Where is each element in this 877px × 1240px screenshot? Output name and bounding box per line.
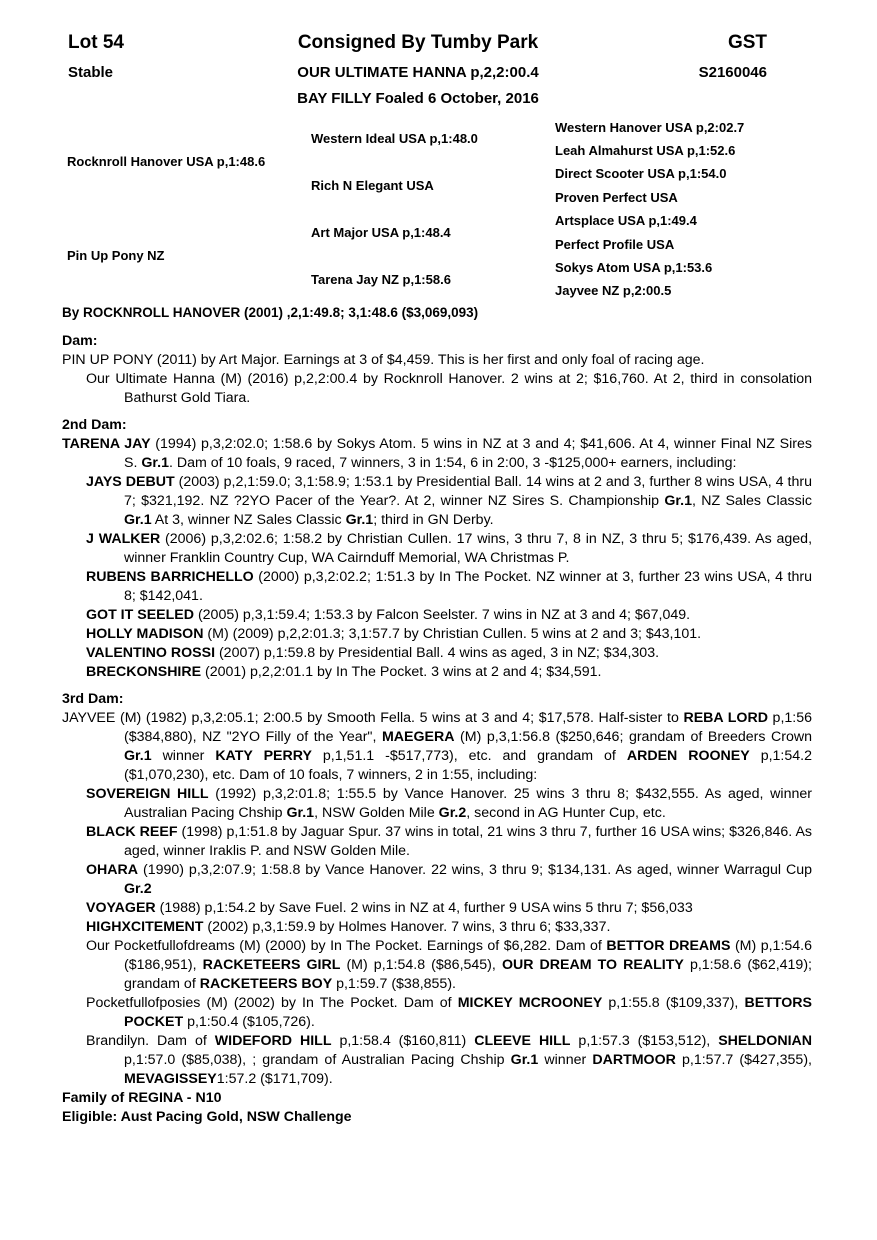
progeny-entry: SOVEREIGN HILL (1992) p,3,2:01.8; 1:55.5 by Vance Hanover. 25 wins 3 thru 8; $432,555. As aged, winner Australian Pacing Chship Gr.1, NSW Golden Mile Gr.2, second in AG Hunter Cup, etc. <box>86 786 812 821</box>
dam-entry: PIN UP PONY (2011) by Art Major. Earnings at 3 of $4,459. This is her first and only foal of racing age. <box>62 352 705 368</box>
pedigree-gen2: Tarena Jay NZ p,1:58.6 <box>311 272 451 287</box>
pedigree-gen3: Sokys Atom USA p,1:53.6 <box>555 260 713 275</box>
progeny-entry: HOLLY MADISON (M) (2009) p,2,2:01.3; 3,1:57.7 by Christian Cullen. 5 wins at 2 and 3; $43,101. <box>86 626 702 642</box>
pedigree-gen2: Rich N Elegant USA <box>311 178 434 193</box>
lot-number: Lot 54 <box>68 32 124 53</box>
eligibility-line: Eligible: Aust Pacing Gold, NSW Challenge <box>62 1109 352 1125</box>
horse-name-bold: VOYAGER <box>86 900 156 916</box>
progeny-entry: OHARA (1990) p,3,2:07.9; 1:58.8 by Vance Hanover. 22 wins, 3 thru 9; $134,131. As aged, winner Warragul Cup Gr.2 <box>86 862 812 897</box>
progeny-entry: GOT IT SEELED (2005) p,3,1:59.4; 1:53.3 by Falcon Seelster. 7 wins in NZ at 3 and 4; $67,049. <box>86 607 691 623</box>
pedigree-gen3: Perfect Profile USA <box>555 237 675 252</box>
horse-name-bold: BLACK REEF <box>86 824 178 840</box>
progeny-entry: J WALKER (2006) p,3,2:02.6; 1:58.2 by Christian Cullen. 17 wins, 3 thru 7, 8 in NZ, 3 thru 5; $176,439. As aged, winner Franklin Country Cup, WA Cairnduff Memorial, WA Christmas P. <box>86 531 813 566</box>
pedigree-sire: Rocknroll Hanover USA p,1:48.6 <box>67 154 266 169</box>
pedigree-gen2: Western Ideal USA p,1:48.0 <box>311 131 478 146</box>
horse-name-bold: SOVEREIGN HILL <box>86 786 209 802</box>
progeny-entry: JAYS DEBUT (2003) p,2,1:59.0; 3,1:58.9; 1:53.1 by Presidential Ball. 14 wins at 2 and 3, further 8 wins USA, 4 thru 7; $321,192. NZ ?2YO Pacer of the Year?. At 2, winner NZ Sires S. Championship Gr.1, NZ Sales Classic Gr.1 At 3, winner NZ Sales Classic Gr.1; third in GN Derby. <box>86 474 812 528</box>
progeny-entry: Brandilyn. Dam of WIDEFORD HILL p,1:58.4 ($160,811) CLEEVE HILL p,1:57.3 ($153,512), SHELDONIAN p,1:57.0 ($85,038), ; grandam of Australian Pacing Chship Gr.1 winner DARTMOOR p,1:57.7 ($427,355), MEVAGISSEY1:57.2 ($171,709). <box>86 1033 813 1087</box>
family-line: Family of REGINA - N10 <box>62 1090 222 1106</box>
progeny-entry: Our Pocketfullofdreams (M) (2000) by In The Pocket. Earnings of $6,282. Dam of BETTOR DREAMS (M) p,1:54.6 ($186,951), RACKETEERS GIRL (M) p,1:54.8 ($86,545), OUR DREAM TO REALITY p,1:58.6 ($62,419); grandam of RACKETEERS BOY p,1:59.7 ($38,855). <box>86 938 813 992</box>
consignor: Consigned By Tumby Park <box>297 32 539 53</box>
horse-name-bold: JAYS DEBUT <box>86 474 175 490</box>
horse-description: BAY FILLY Foaled 6 October, 2016 <box>297 90 539 107</box>
horse-name-bold: GOT IT SEELED <box>86 607 194 623</box>
location: Stable <box>68 64 114 81</box>
progeny-entry: RUBENS BARRICHELLO (2000) p,3,2:02.2; 1:51.3 by In The Pocket. NZ winner at 3, further 23 wins USA, 4 thru 8; $142,041. <box>86 569 812 604</box>
sale-code: GST <box>727 32 767 53</box>
third-dam-heading: 3rd Dam: <box>62 691 124 707</box>
progeny-entry: VOYAGER (1988) p,1:54.2 by Save Fuel. 2 wins in NZ at 4, further 9 USA wins 5 thru 7; $56,033 <box>86 900 693 916</box>
pedigree-gen2: Art Major USA p,1:48.4 <box>311 225 451 240</box>
horse-name-bold: BRECKONSHIRE <box>86 664 202 680</box>
progeny-entry: BLACK REEF (1998) p,1:51.8 by Jaguar Spur. 37 wins in total, 21 wins 3 thru 7, further 16 USA wins; $326,846. As aged, winner Iraklis P. and NSW Golden Mile. <box>86 824 813 859</box>
pedigree-gen3: Artsplace USA p,1:49.4 <box>555 213 697 228</box>
horse-name-bold: J WALKER <box>86 531 161 547</box>
third-dam-entry: JAYVEE (M) (1982) p,3,2:05.1; 2:00.5 by Smooth Fella. 5 wins at 3 and 4; $17,578. Half-sister to REBA LORD p,1:56 ($384,880), NZ "2YO Filly of the Year", MAEGERA (M) p,3,1:56.8 ($250,646; grandam of Breeders Crown Gr.1 winner KATY PERRY p,1,51.1 -$517,773), etc. and grandam of ARDEN ROONEY p,1:54.2 ($1,070,230), etc. Dam of 10 foals, 7 winners, 2 in 1:55, including: <box>62 710 813 783</box>
progeny-entry: Our Ultimate Hanna (M) (2016) p,2,2:00.4 by Rocknroll Hanover. 2 wins at 2; $16,760. At 2, third in consolation Bathurst Gold Tiara. <box>86 371 812 406</box>
dam-heading: Dam: <box>62 333 98 349</box>
horse-code: S2160046 <box>698 64 767 81</box>
pedigree-gen3: Western Hanover USA p,2:02.7 <box>555 120 745 135</box>
horse-name-bold: TARENA JAY <box>62 436 151 452</box>
second-dam-entry: TARENA JAY (1994) p,3,2:02.0; 1:58.6 by Sokys Atom. 5 wins in NZ at 3 and 4; $41,606. At 4, winner Final NZ Sires S. Gr.1. Dam of 10 foals, 9 raced, 7 winners, 3 in 1:54, 6 in 2:00, 3 -$125,000+ earners, including: <box>62 436 812 471</box>
pedigree-gen3: Proven Perfect USA <box>555 190 678 205</box>
pedigree-dam: Pin Up Pony NZ <box>67 248 165 263</box>
horse-name-bold: RUBENS BARRICHELLO <box>86 569 254 585</box>
catalogue-body <box>62 332 812 1127</box>
pedigree-gen3: Direct Scooter USA p,1:54.0 <box>555 166 727 181</box>
horse-name-bold: HOLLY MADISON <box>86 626 204 642</box>
progeny-entry: Pocketfullofposies (M) (2002) by In The Pocket. Dam of MICKEY MCROONEY p,1:55.8 ($109,337), BETTORS POCKET p,1:50.4 ($105,726). <box>86 995 813 1030</box>
second-dam-heading: 2nd Dam: <box>62 417 127 433</box>
progeny-entry: BRECKONSHIRE (2001) p,2,2:01.1 by In The Pocket. 3 wins at 2 and 4; $34,591. <box>86 664 602 680</box>
horse-name-bold: HIGHXCITEMENT <box>86 919 204 935</box>
pedigree-gen3: Leah Almahurst USA p,1:52.6 <box>555 143 736 158</box>
pedigree-gen3: Jayvee NZ p,2:00.5 <box>555 283 672 298</box>
sire-summary: By ROCKNROLL HANOVER (2001) ,2,1:49.8; 3,1:48.6 ($3,069,093) <box>62 305 479 320</box>
horse-name-bold: VALENTINO ROSSI <box>86 645 216 661</box>
horse-name-bold: OHARA <box>86 862 139 878</box>
progeny-entry: VALENTINO ROSSI (2007) p,1:59.8 by Presidential Ball. 4 wins as aged, 3 in NZ; $34,303. <box>86 645 660 661</box>
horse-name: OUR ULTIMATE HANNA p,2,2:00.4 <box>297 64 539 81</box>
progeny-entry: HIGHXCITEMENT (2002) p,3,1:59.9 by Holmes Hanover. 7 wins, 3 thru 6; $33,337. <box>86 919 611 935</box>
